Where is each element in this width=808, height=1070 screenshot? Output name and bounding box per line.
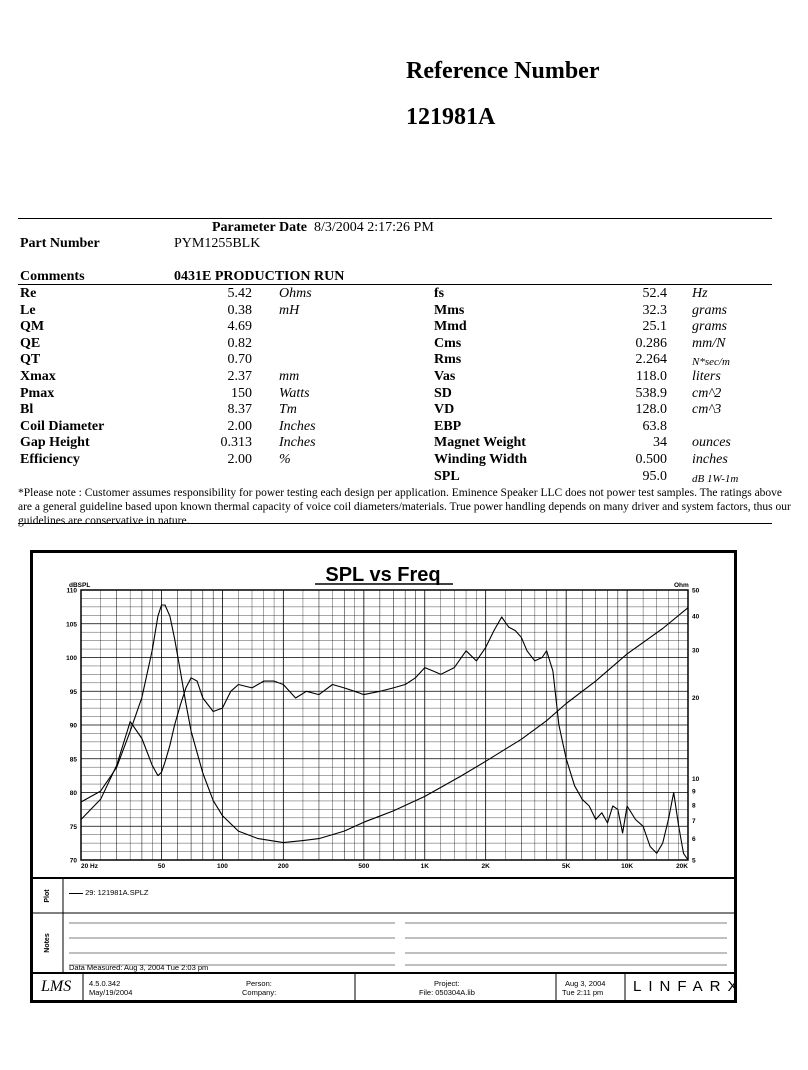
notes-side-label: Notes xyxy=(44,933,51,953)
param-cms-label: Cms xyxy=(434,335,462,351)
legend-line-swatch xyxy=(69,893,83,894)
comments-rule xyxy=(18,284,772,285)
y2-tick-label: 9 xyxy=(692,788,696,796)
part-number-label: Part Number xyxy=(20,236,100,251)
param-pmax-value: 150 xyxy=(231,385,252,401)
legend-entry xyxy=(69,888,148,897)
param-vd-value: 128.0 xyxy=(635,402,667,418)
param-mms-label: Mms xyxy=(434,302,465,318)
x-tick-label: 500 xyxy=(358,863,370,870)
x-tick-label: 20 Hz xyxy=(81,863,98,870)
param-xmax-unit: mm xyxy=(279,369,300,384)
spl-vs-freq-chart xyxy=(33,553,734,1000)
param-spl-label: SPL xyxy=(434,468,460,484)
reference-number: 121981A xyxy=(406,104,496,130)
param-gap-height-value: 0.313 xyxy=(220,435,252,451)
x-tick-label: 2K xyxy=(481,863,490,870)
y2-tick-label: 5 xyxy=(692,857,696,865)
file-label: File: 050304A.lib xyxy=(419,988,475,997)
param-coil-diameter-value: 2.00 xyxy=(227,418,252,434)
y-tick-label: 90 xyxy=(69,722,77,730)
y-tick-label: 95 xyxy=(69,688,77,696)
param-bl-label: Bl xyxy=(20,402,34,418)
y-tick-label: 110 xyxy=(66,587,77,595)
y-tick-label: 100 xyxy=(66,655,77,662)
param-magnet-weight-value: 34 xyxy=(653,435,667,451)
param-gap-height-label: Gap Height xyxy=(20,435,90,451)
param-bl-unit: Tm xyxy=(279,402,297,418)
param-rms-unit: N*sec/m xyxy=(692,356,730,369)
param-qe-value: 0.82 xyxy=(227,335,252,351)
plot-side-label: Plot xyxy=(44,889,51,903)
param-coil-diameter-unit: Inches xyxy=(279,418,316,434)
spl-curve xyxy=(81,617,688,860)
y-tick-label: 75 xyxy=(69,823,77,831)
y-tick-label: 105 xyxy=(66,621,77,629)
reference-title: Reference Number xyxy=(406,58,600,84)
param-efficiency-value: 2.00 xyxy=(227,452,252,467)
lms-logo: LMS xyxy=(41,978,72,995)
param-re-value: 5.42 xyxy=(227,286,252,301)
param-pmax-unit: Watts xyxy=(279,385,310,401)
param-qe-label: QE xyxy=(20,335,41,351)
x-tick-label: 1K xyxy=(420,863,429,870)
param-magnet-weight-unit: ounces xyxy=(692,435,731,451)
param-ebp-value: 63.8 xyxy=(642,418,667,434)
param-qm-label: QM xyxy=(20,319,45,335)
param-le-value: 0.38 xyxy=(227,302,252,318)
param-rms-value: 2.264 xyxy=(635,352,667,368)
data-measured: Data Measured: Aug 3, 2004 Tue 2:03 pm xyxy=(69,963,209,972)
parameter-date xyxy=(212,220,434,236)
top-rule xyxy=(18,218,772,219)
param-winding-width-unit: inches xyxy=(692,452,728,467)
param-mmd-label: Mmd xyxy=(434,319,467,335)
parameter-date-label: Parameter Date xyxy=(212,220,307,235)
param-sd-label: SD xyxy=(434,385,452,401)
y2-tick-label: 8 xyxy=(692,802,696,810)
param-re-label: Re xyxy=(20,286,37,301)
part-number-value: PYM1255BLK xyxy=(174,236,261,251)
y2-tick-label: 20 xyxy=(692,694,700,702)
x-tick-label: 5K xyxy=(562,863,571,870)
param-fs-value: 52.4 xyxy=(642,286,667,301)
y2-tick-label: 7 xyxy=(692,818,696,826)
footer-time: Tue 2:11 pm xyxy=(562,988,604,997)
param-mms-unit: grams xyxy=(692,302,728,318)
linfarx-logo: LINFARX xyxy=(633,978,745,995)
y2-axis-label: Ohm xyxy=(674,582,689,589)
y2-tick-label: 10 xyxy=(692,776,700,784)
param-vd-label: VD xyxy=(434,402,455,418)
param-re-unit: Ohms xyxy=(279,286,312,301)
parameter-date-value: 8/3/2004 2:17:26 PM xyxy=(313,220,434,235)
y2-tick-label: 40 xyxy=(692,613,700,621)
param-bl-value: 8.37 xyxy=(227,402,252,418)
param-pmax-label: Pmax xyxy=(20,385,55,401)
legend-entry-label: 29: 121981A.SPLZ xyxy=(85,888,149,897)
y2-tick-label: 50 xyxy=(692,587,700,595)
software-version-date: May/19/2004 xyxy=(89,988,133,997)
y-tick-label: 80 xyxy=(69,790,77,797)
software-version: 4.5.0.342 xyxy=(89,979,121,988)
y-tick-label: 85 xyxy=(69,756,77,764)
param-xmax-value: 2.37 xyxy=(227,369,252,384)
param-coil-diameter-label: Coil Diameter xyxy=(20,418,105,434)
param-gap-height-unit: Inches xyxy=(279,435,316,451)
note-rule xyxy=(18,523,772,524)
param-vas-unit: liters xyxy=(692,369,721,384)
param-magnet-weight-label: Magnet Weight xyxy=(434,435,526,451)
spl-chart-frame xyxy=(30,550,745,1003)
y2-tick-label: 30 xyxy=(692,647,700,655)
comments-value: 0431E PRODUCTION RUN xyxy=(174,269,345,284)
chart-title: SPL vs Freq xyxy=(325,564,441,586)
company-label: Company: xyxy=(242,988,277,997)
comments-label: Comments xyxy=(20,269,85,284)
param-spl-unit: dB 1W-1m xyxy=(692,472,739,485)
x-tick-label: 100 xyxy=(216,863,228,870)
power-note: *Please note : Customer assumes responsibility for power testing each design per application. Eminence Speaker LLC does not power test samples. The ratings above are a general guideline based upon known thermal capacity of voice coil diameters/materials. True power handling depends on many driver and system factors, thus our guidelines are conservative in nature. xyxy=(18,487,791,527)
param-cms-unit: mm/N xyxy=(692,335,726,351)
x-tick-label: 200 xyxy=(277,863,289,870)
param-qt-value: 0.70 xyxy=(227,352,252,368)
param-vd-unit: cm^3 xyxy=(692,402,722,418)
project-label: Project: xyxy=(434,979,460,988)
param-fs-unit: Hz xyxy=(692,286,708,301)
param-winding-width-value: 0.500 xyxy=(635,452,667,467)
footer-date: Aug 3, 2004 xyxy=(565,979,606,988)
param-le-label: Le xyxy=(20,302,36,318)
x-tick-label: 10K xyxy=(621,863,634,870)
param-mmd-unit: grams xyxy=(692,319,728,335)
y2-tick-label: 6 xyxy=(692,836,696,844)
param-efficiency-label: Efficiency xyxy=(20,452,80,467)
y-tick-label: 70 xyxy=(69,857,77,865)
param-efficiency-unit: % xyxy=(279,452,291,467)
param-le-unit: mH xyxy=(279,302,300,318)
y-axis-label: dBSPL xyxy=(69,582,91,589)
param-vas-label: Vas xyxy=(434,369,456,384)
param-mms-value: 32.3 xyxy=(642,302,667,318)
param-mmd-value: 25.1 xyxy=(642,319,667,335)
param-vas-value: 118.0 xyxy=(636,369,667,384)
param-spl-value: 95.0 xyxy=(642,468,667,484)
param-rms-label: Rms xyxy=(434,352,462,368)
x-tick-label: 20K xyxy=(676,863,688,870)
param-sd-value: 538.9 xyxy=(635,385,667,401)
x-tick-label: 50 xyxy=(157,863,166,870)
param-ebp-label: EBP xyxy=(434,418,462,434)
param-xmax-label: Xmax xyxy=(20,369,56,384)
param-fs-label: fs xyxy=(434,286,445,301)
param-qt-label: QT xyxy=(20,352,41,368)
param-qm-value: 4.69 xyxy=(227,319,252,335)
param-sd-unit: cm^2 xyxy=(692,385,722,401)
person-label: Person: xyxy=(246,979,272,988)
param-winding-width-label: Winding Width xyxy=(434,452,528,467)
param-cms-value: 0.286 xyxy=(635,335,667,351)
